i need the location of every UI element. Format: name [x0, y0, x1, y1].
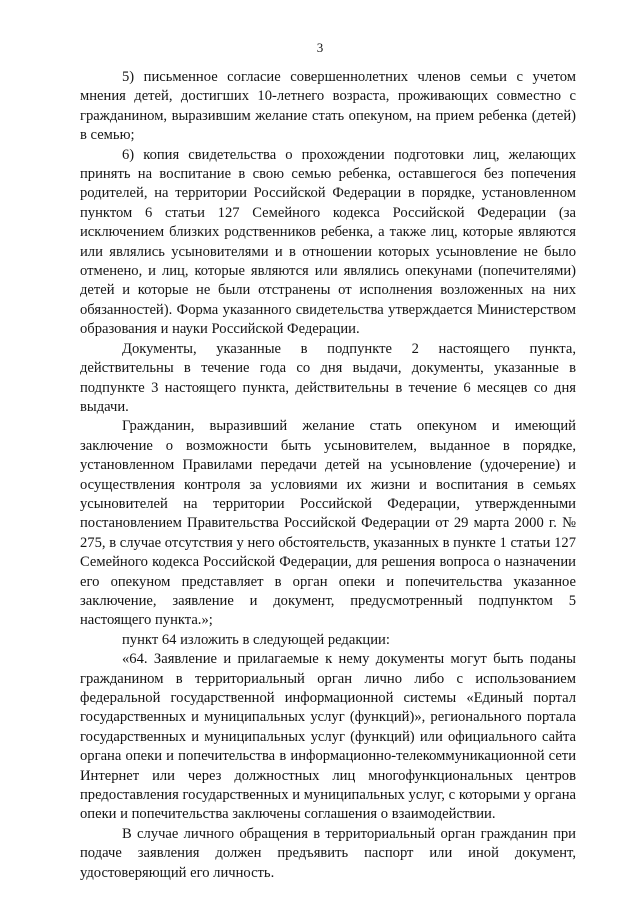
paragraph-item-64: «64. Заявление и прилагаемые к нему документы могут быть поданы гражданином в территориальный орган лично либо с использованием федеральной государственной информационной системы «Единый портал государственных и муниципальных услуг (функций)», регионального портала государственных и муниципальных услуг (функций) или официального сайта органа опеки и попечительства в информационно-телекоммуникационной сети Интернет или через должностных лиц многофункциональных центров предоставления государственных и муниципальных услуг, с которыми у органа опеки и попечительства заключены соглашения о взаимодействии.: [80, 651, 576, 823]
paragraph-personal-appeal: В случае личного обращения в территориальный орган гражданин при подаче заявления должен предъявить паспорт или иной документ, удостоверяющий его личность.: [80, 825, 576, 881]
paragraph-item-5: 5) письменное согласие совершеннолетних членов семьи с учетом мнения детей, достигших 10-летнего возраста, проживающих совместно с гражданином, выразившим желание стать опекуном, на прием ребенка (детей) в семью;: [80, 69, 576, 144]
page-number: 3: [316, 40, 324, 55]
paragraph-adopter-conclusion: Гражданин, выразивший желание стать опекуном и имеющий заключение о возможности быть усыновителем, выданное в порядке, установленном Правилами передачи детей на усыновление (удочерение) и осуществления контроля за условиями их жизни и воспитания в семьях усыновителей на территории Российской Федерации, утвержденными постановлением Правительства Российской Федерации от 29 марта 2000 г. № 275, в случае отсутствия у него обстоятельств, указанных в пункте 1 статьи 127 Семейного кодекса Российской Федерации, для решения вопроса о назначении его опекуном представляет в орган опеки и попечительства указанное заключение, заявление и документ, предусмотренный подпунктом 5 настоящего пункта.»;: [80, 418, 576, 629]
paragraph-amendment-intro: пункт 64 изложить в следующей редакции:: [122, 631, 390, 648]
document-body: [80, 68, 576, 883]
paragraph-item-6: 6) копия свидетельства о прохождении подготовки лиц, желающих принять на воспитание в свою семью ребенка, оставшегося без попечения родителей, на территории Российской Федерации в порядке, установленном пунктом 6 статьи 127 Семейного кодекса Российской Федерации (за исключением близких родственников ребенка, а также лиц, которые являются или являлись усыновителями и в отношении которых усыновление не было отменено, и лиц, которые являются или являлись опекунами (попечителями) детей и которые не были отстранены от исполнения возложенных на них обязанностей). Форма указанного свидетельства утверждается Министерством образования и науки Российской Федерации.: [80, 146, 576, 338]
paragraph-documents-validity: Документы, указанные в подпункте 2 настоящего пункта, действительны в течение года со дня выдачи, документы, указанные в подпункте 3 настоящего пункта, действительны в течение 6 месяцев со дня выдачи.: [80, 340, 576, 415]
